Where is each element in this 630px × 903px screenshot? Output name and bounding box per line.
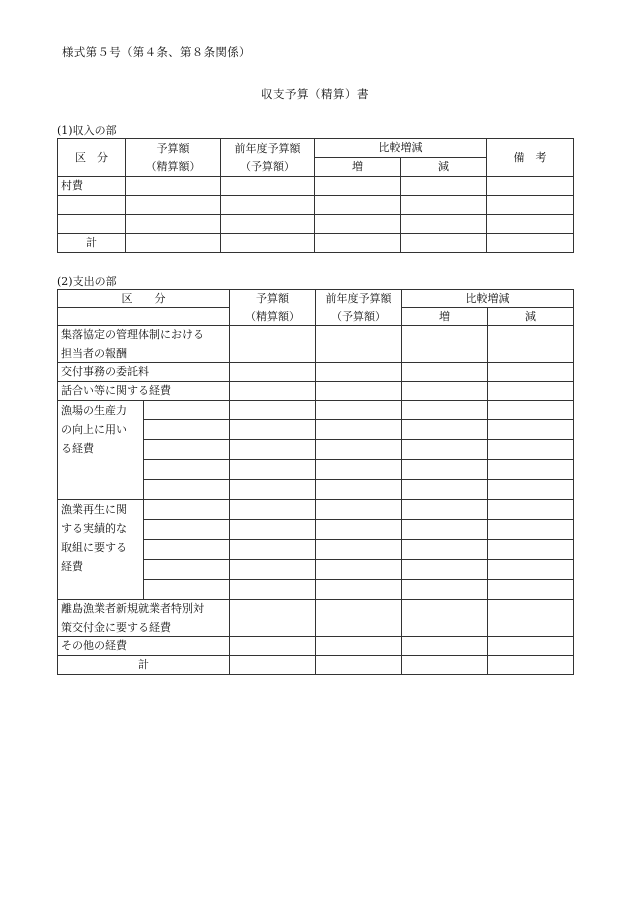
income-header-budget-line2: （精算額） — [145, 159, 201, 173]
expense-group-productivity-line2: の向上に用い — [61, 423, 127, 436]
table-row — [58, 363, 574, 382]
expense-header-decrease: 減 — [488, 308, 574, 326]
expense-group-productivity-line3: る経費 — [61, 442, 94, 455]
expense-header-prev-line2: （予算額） — [331, 309, 386, 323]
income-header-compare: 比較増減 — [315, 139, 487, 158]
income-total-label: 計 — [58, 234, 126, 253]
income-section-title: (1)収入の部 — [57, 124, 117, 137]
expense-header-increase: 増 — [402, 308, 488, 326]
form-number: 様式第５号（第４条、第８条関係） — [62, 45, 251, 59]
expense-group-revival-line1: 漁業再生に関 — [61, 503, 127, 516]
table-row — [58, 656, 574, 675]
table-row — [58, 637, 574, 656]
income-header-prev-line1: 前年度予算額 — [234, 141, 301, 155]
expense-header-prev-year — [316, 290, 402, 326]
income-header-increase: 増 — [315, 158, 401, 177]
income-header-category: 区 分 — [58, 139, 126, 177]
income-header-budget-line1: 予算額 — [156, 141, 190, 155]
income-table — [57, 138, 574, 253]
expense-row-remote-island-line1: 離島漁業者新規就業者特別対 — [61, 601, 204, 615]
table-row — [58, 401, 574, 420]
expense-header-budget-line1: 予算額 — [256, 291, 289, 305]
expense-group-productivity-line1: 漁場の生産力 — [61, 404, 127, 417]
table-row — [58, 326, 574, 363]
table-row — [58, 600, 574, 637]
document-title: 収支予算（精算）書 — [261, 87, 369, 101]
expense-header-category: 区 分 — [58, 290, 230, 308]
expense-row-meeting: 話合い等に関する経費 — [58, 382, 230, 401]
table-row — [58, 500, 574, 520]
table-row — [58, 196, 574, 215]
income-row-label: 村費 — [58, 177, 126, 196]
expense-header-budget-line2: （精算額） — [245, 309, 300, 323]
income-header-prev-year — [221, 139, 315, 177]
table-row — [58, 215, 574, 234]
table-row — [58, 177, 574, 196]
expense-row-admin-fee — [58, 326, 230, 363]
expense-row-admin-fee-line1: 集落協定の管理体制における — [61, 327, 204, 341]
expense-header-compare: 比較増減 — [402, 290, 574, 308]
income-row-label — [58, 215, 126, 234]
expense-table — [57, 289, 574, 675]
table-row — [58, 234, 574, 253]
expense-group-revival-line3: 取組に要する — [61, 541, 127, 554]
expense-total-label: 計 — [58, 656, 230, 675]
expense-row-other: その他の経費 — [58, 637, 230, 656]
expense-group-revival-line2: する実績的な — [61, 522, 127, 535]
expense-row-commission: 交付事務の委託料 — [58, 363, 230, 382]
income-row-label — [58, 196, 126, 215]
expense-group-productivity — [58, 401, 144, 500]
expense-row-remote-island-line2: 策交付金に要する経費 — [61, 620, 171, 634]
expense-group-revival — [58, 500, 144, 600]
income-header-budget — [126, 139, 221, 177]
expense-row-remote-island — [58, 600, 230, 637]
expense-header-budget — [230, 290, 316, 326]
expense-row-admin-fee-line2: 担当者の報酬 — [61, 346, 127, 360]
table-row — [58, 382, 574, 401]
expense-section-title: (2)支出の部 — [57, 275, 117, 288]
expense-header-prev-line1: 前年度予算額 — [325, 291, 392, 305]
income-header-remarks: 備 考 — [487, 139, 574, 177]
expense-group-revival-line4: 経費 — [61, 560, 83, 573]
income-header-prev-line2: （予算額） — [240, 159, 295, 173]
income-header-decrease: 減 — [401, 158, 487, 177]
